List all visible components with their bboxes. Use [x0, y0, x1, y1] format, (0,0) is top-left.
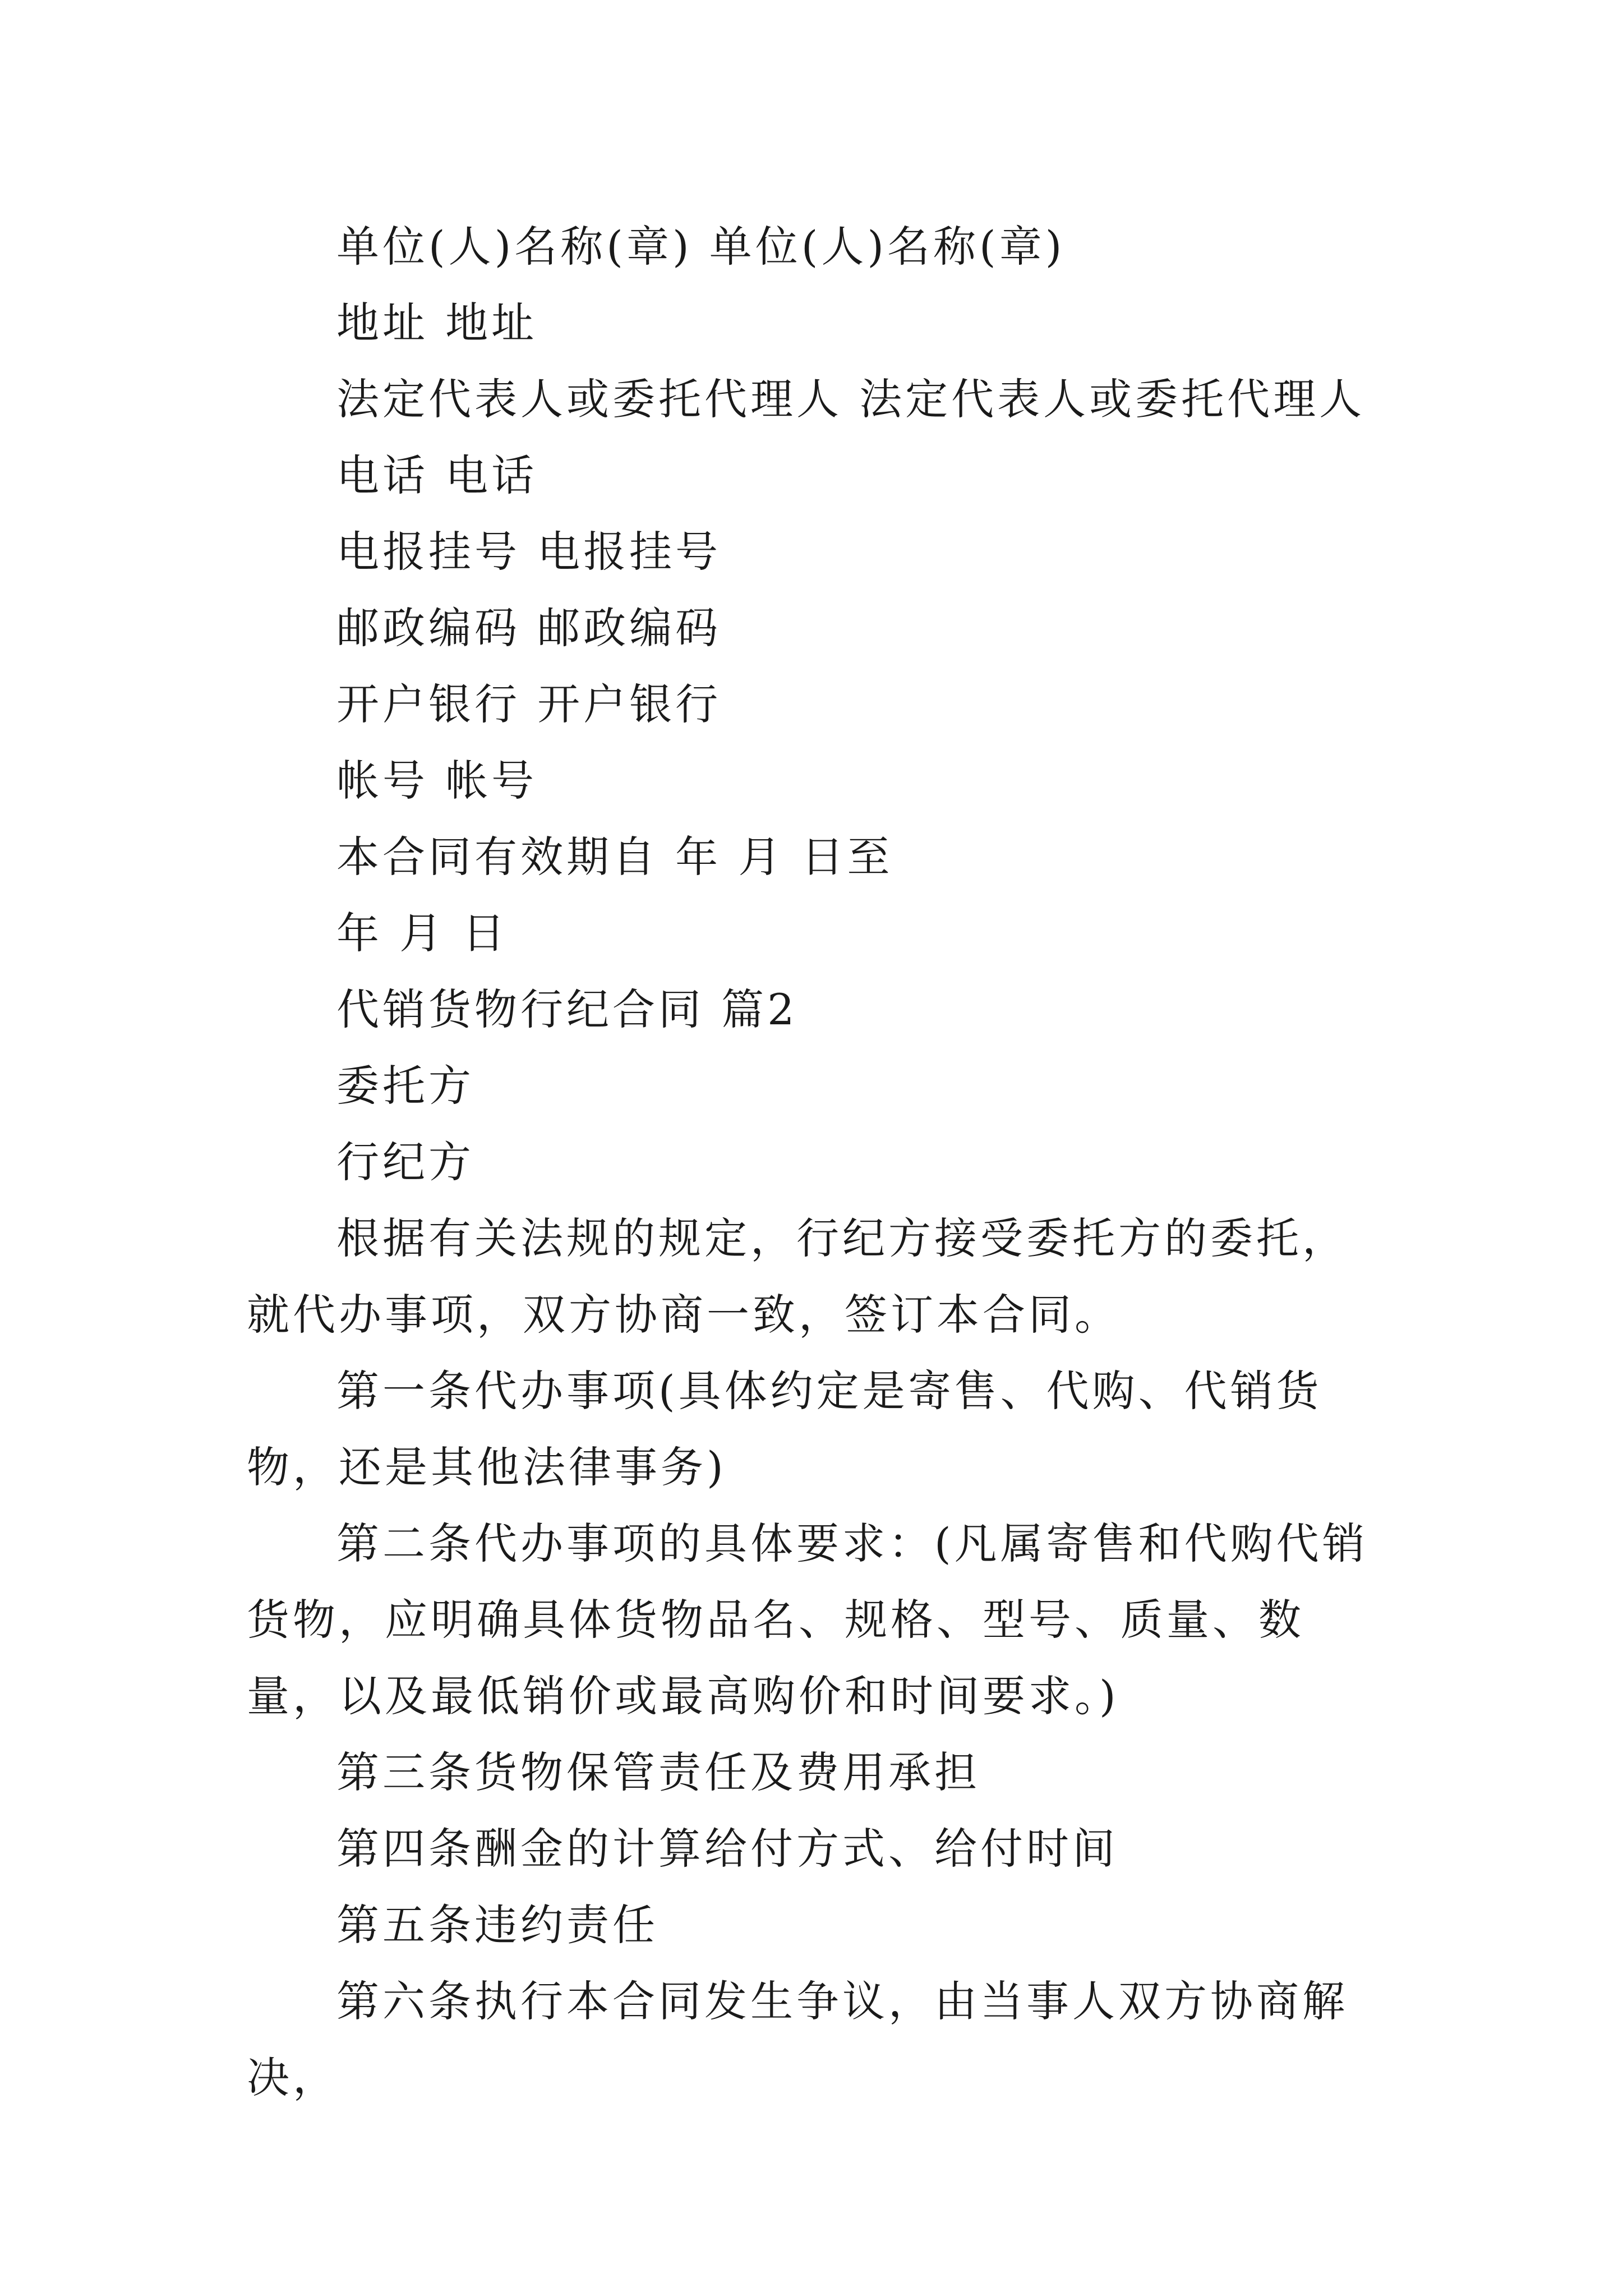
article-6: 第六条执行本合同发生争议，由当事人双方协商解决， [247, 1976, 1348, 2102]
paragraph-telegraph: 电报挂号 电报挂号 [336, 527, 722, 577]
paragraph-phone: 电话 电话 [336, 450, 538, 500]
paragraph-consignor: 委托方 [336, 1061, 474, 1111]
section-title: 代销货物行纪合同 篇2 [336, 984, 798, 1034]
paragraph-preamble: 根据有关法规的规定，行纪方接受委托方的委托，就代办事项，双方协商一致，签订本合同。 [247, 1213, 1348, 1340]
paragraph-account: 帐号 帐号 [336, 756, 538, 806]
article-4: 第四条酬金的计算给付方式、给付时间 [336, 1824, 1118, 1874]
paragraph-bank: 开户银行 开户银行 [336, 679, 722, 729]
paragraph-legal-representative: 法定代表人或委托代理人 法定代表人或委托代理人 [336, 374, 1366, 424]
article-5: 第五条违约责任 [336, 1900, 658, 1950]
paragraph-signature-names: 单位(人)名称(章) 单位(人)名称(章) [336, 222, 1066, 272]
article-3: 第三条货物保管责任及费用承担 [336, 1747, 980, 1797]
paragraph-broker: 行纪方 [336, 1137, 474, 1187]
paragraph-postal-code: 邮政编码 邮政编码 [336, 603, 722, 653]
paragraph-address: 地址 地址 [336, 298, 538, 348]
paragraph-validity-start: 本合同有效期自 年 月 日至 [336, 832, 893, 882]
article-2: 第二条代办事项的具体要求：(凡属寄售和代购代销货物，应明确具体货物品名、规格、型号、质量、数量，以及最低销价或最高购价和时间要求。) [247, 1519, 1368, 1721]
article-1: 第一条代办事项(具体约定是寄售、代购、代销货物，还是其他法律事务) [247, 1366, 1322, 1492]
document-body [247, 209, 1391, 2116]
paragraph-validity-end: 年 月 日 [336, 908, 509, 958]
